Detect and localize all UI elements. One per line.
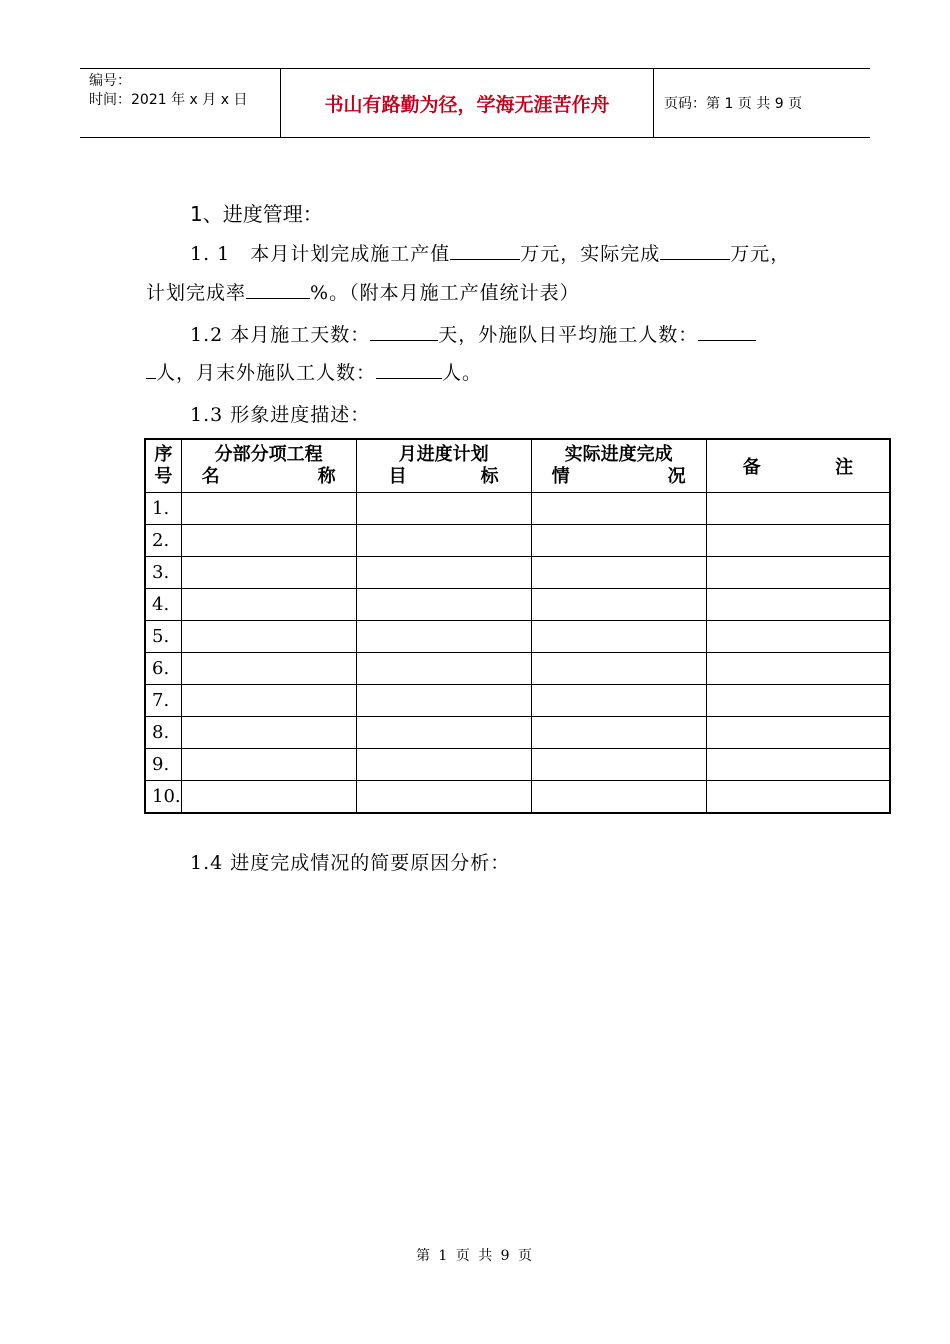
table-cell[interactable] — [356, 557, 531, 589]
section-title: 1、进度管理： — [190, 202, 323, 226]
table-cell[interactable] — [706, 493, 890, 525]
avg-workers-blank[interactable] — [698, 324, 756, 341]
table-cell[interactable] — [356, 493, 531, 525]
paragraph-1-1-cont: 计划完成率 %。（附本月施工产值统计表） — [146, 282, 580, 304]
paragraph-1-1: 1. 1 本月计划完成施工产值 万元，实际完成 万元， — [190, 243, 791, 265]
row-number: 4. — [145, 589, 181, 621]
page-footer: 第 1 页 共 9 页 — [415, 1248, 535, 1264]
col-note: 备 注 — [706, 439, 890, 493]
table-cell[interactable] — [531, 621, 706, 653]
table-row — [145, 525, 890, 557]
table-cell[interactable] — [181, 717, 356, 749]
table-cell[interactable] — [356, 525, 531, 557]
table-cell[interactable] — [181, 621, 356, 653]
table-cell[interactable] — [356, 781, 531, 814]
table-row — [145, 621, 890, 653]
header-motto: 书山有路勤为径，学海无涯苦作舟 — [281, 69, 654, 137]
number-label: 编号： — [89, 73, 131, 89]
table-cell[interactable] — [356, 653, 531, 685]
table-cell[interactable] — [706, 781, 890, 814]
table-row — [145, 717, 890, 749]
col-seq: 序 号 — [145, 439, 181, 493]
row-number: 10. — [145, 781, 181, 814]
completion-rate-blank[interactable] — [246, 282, 310, 299]
table-cell[interactable] — [356, 589, 531, 621]
row-number: 7. — [145, 685, 181, 717]
paragraph-1-4: 1.4 进度完成情况的简要原因分析： — [190, 852, 511, 874]
table-row — [145, 749, 890, 781]
table-cell[interactable] — [531, 685, 706, 717]
table-cell[interactable] — [706, 685, 890, 717]
table-cell[interactable] — [181, 589, 356, 621]
table-cell[interactable] — [531, 717, 706, 749]
table-body — [145, 493, 890, 814]
table-cell[interactable] — [181, 781, 356, 814]
row-number: 1. — [145, 493, 181, 525]
table-cell[interactable] — [706, 749, 890, 781]
table-cell[interactable] — [706, 621, 890, 653]
table-cell[interactable] — [706, 589, 890, 621]
table-cell[interactable] — [531, 589, 706, 621]
table-row — [145, 493, 890, 525]
paragraph-1-2: 1.2 本月施工天数： 天，外施队日平均施工人数： — [190, 320, 756, 347]
table-row — [145, 589, 890, 621]
table-cell[interactable] — [531, 749, 706, 781]
table-cell[interactable] — [531, 493, 706, 525]
row-number: 9. — [145, 749, 181, 781]
row-number: 8. — [145, 717, 181, 749]
table-cell[interactable] — [181, 525, 356, 557]
header-meta — [80, 69, 281, 137]
time-label: 时间：2021 年 x 月 x 日 — [89, 92, 248, 108]
table-row — [145, 685, 890, 717]
table-cell[interactable] — [531, 653, 706, 685]
table-cell[interactable] — [181, 557, 356, 589]
table-cell[interactable] — [181, 749, 356, 781]
output-value-blank[interactable] — [450, 243, 520, 260]
paragraph-1-3: 1.3 形象进度描述： — [190, 404, 371, 426]
table-row — [145, 781, 890, 814]
col-actual: 实际进度完成 情 况 — [531, 439, 706, 493]
table-header-row — [145, 439, 890, 493]
table-cell[interactable] — [181, 685, 356, 717]
table-cell[interactable] — [706, 557, 890, 589]
table-cell[interactable] — [706, 717, 890, 749]
table-cell[interactable] — [356, 717, 531, 749]
table-cell[interactable] — [706, 653, 890, 685]
table-cell[interactable] — [531, 781, 706, 814]
table-cell[interactable] — [531, 557, 706, 589]
row-number: 5. — [145, 621, 181, 653]
table-cell[interactable] — [706, 525, 890, 557]
actual-value-blank[interactable] — [660, 243, 730, 260]
month-end-workers-blank[interactable] — [376, 362, 442, 379]
progress-table — [144, 438, 891, 814]
paragraph-1-2-cont: 人，月末外施队工人数： 人。 — [146, 358, 482, 385]
table-row — [145, 557, 890, 589]
row-number: 2. — [145, 525, 181, 557]
work-days-blank[interactable] — [370, 324, 438, 341]
table-cell[interactable] — [356, 685, 531, 717]
table-cell[interactable] — [356, 621, 531, 653]
table-row — [145, 653, 890, 685]
table-cell[interactable] — [531, 525, 706, 557]
row-number: 3. — [145, 557, 181, 589]
row-number: 6. — [145, 653, 181, 685]
table-cell[interactable] — [181, 653, 356, 685]
page-header — [80, 68, 870, 138]
header-page-code: 页码：第 1 页 共 9 页 — [664, 96, 803, 112]
table-cell[interactable] — [356, 749, 531, 781]
col-item: 分部分项工程 名 称 — [181, 439, 356, 493]
table-cell[interactable] — [181, 493, 356, 525]
col-plan: 月进度计划 目 标 — [356, 439, 531, 493]
